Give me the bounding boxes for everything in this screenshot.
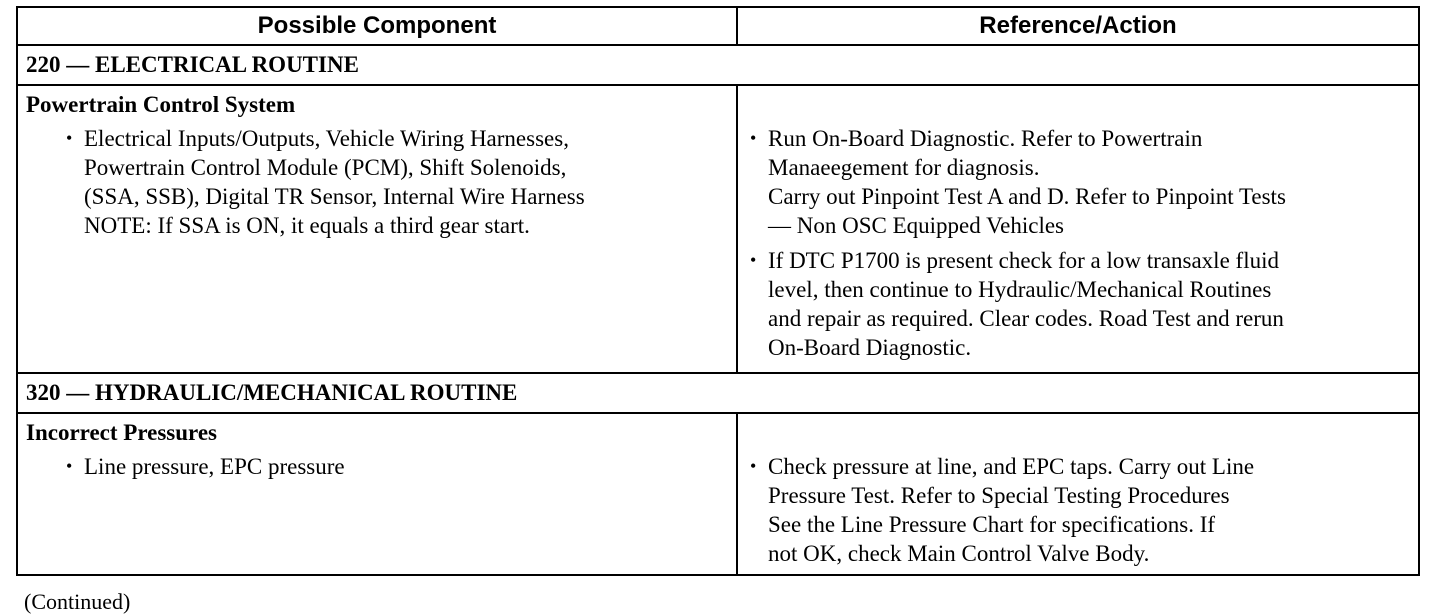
- diagnostic-table: [16, 6, 1420, 576]
- component-line: NOTE: If SSA is ON, it equals a third gear start.: [84, 213, 530, 238]
- section-row-electrical: [17, 45, 1419, 85]
- component-line: • Electrical Inputs/Outputs, Vehicle Wiring Harnesses,: [84, 126, 569, 151]
- component-line: Powertrain Control Module (PCM), Shift Solenoids,: [84, 155, 567, 180]
- action-list: [750, 124, 1418, 362]
- component-title: Powertrain Control System: [26, 92, 296, 117]
- action-line: • If DTC P1700 is present check for a low transaxle fluid: [768, 248, 1279, 273]
- section-row-hydraulic: [17, 373, 1419, 413]
- action-line: not OK, check Main Control Valve Body.: [768, 541, 1150, 566]
- list-item: [66, 452, 736, 481]
- action-line: — Non OSC Equipped Vehicles: [768, 213, 1065, 238]
- component-cell: [17, 85, 737, 373]
- action-line: and repair as required. Clear codes. Road Test and rerun: [768, 306, 1284, 331]
- action-cell: [737, 413, 1419, 575]
- table-header-row: [17, 7, 1419, 45]
- action-line: Carry out Pinpoint Test A and D. Refer to Pinpoint Tests: [768, 184, 1286, 209]
- component-line: (SSA, SSB), Digital TR Sensor, Internal Wire Harness: [84, 184, 585, 209]
- action-line: Pressure Test. Refer to Special Testing Procedures: [768, 483, 1230, 508]
- section-title-hydraulic: 320 — HYDRAULIC/MECHANICAL ROUTINE: [17, 373, 1419, 413]
- list-item: [66, 124, 736, 240]
- action-line: Manaeegement for diagnosis.: [768, 155, 1040, 180]
- action-list: [750, 452, 1418, 568]
- component-cell: [17, 413, 737, 575]
- component-line: • Line pressure, EPC pressure: [84, 454, 345, 479]
- list-item: [750, 246, 1418, 362]
- section-title-electrical: 220 — ELECTRICAL ROUTINE: [17, 45, 1419, 85]
- list-item: [750, 452, 1418, 568]
- component-list: [66, 124, 736, 240]
- header-possible-component: Possible Component: [17, 7, 737, 45]
- header-reference-action: Reference/Action: [737, 7, 1419, 45]
- continued-note: (Continued): [24, 589, 131, 614]
- list-item: [750, 124, 1418, 240]
- action-line: • Check pressure at line, and EPC taps. Carry out Line: [768, 454, 1255, 479]
- action-cell: [737, 85, 1419, 373]
- action-line: On-Board Diagnostic.: [768, 335, 972, 360]
- table-row: [17, 85, 1419, 373]
- action-line: • Run On-Board Diagnostic. Refer to Powertrain: [768, 126, 1203, 151]
- component-title: Incorrect Pressures: [26, 420, 217, 445]
- action-line: level, then continue to Hydraulic/Mechanical Routines: [768, 277, 1272, 302]
- table-row: [17, 413, 1419, 575]
- action-line: See the Line Pressure Chart for specifications. If: [768, 512, 1216, 537]
- component-list: [66, 452, 736, 481]
